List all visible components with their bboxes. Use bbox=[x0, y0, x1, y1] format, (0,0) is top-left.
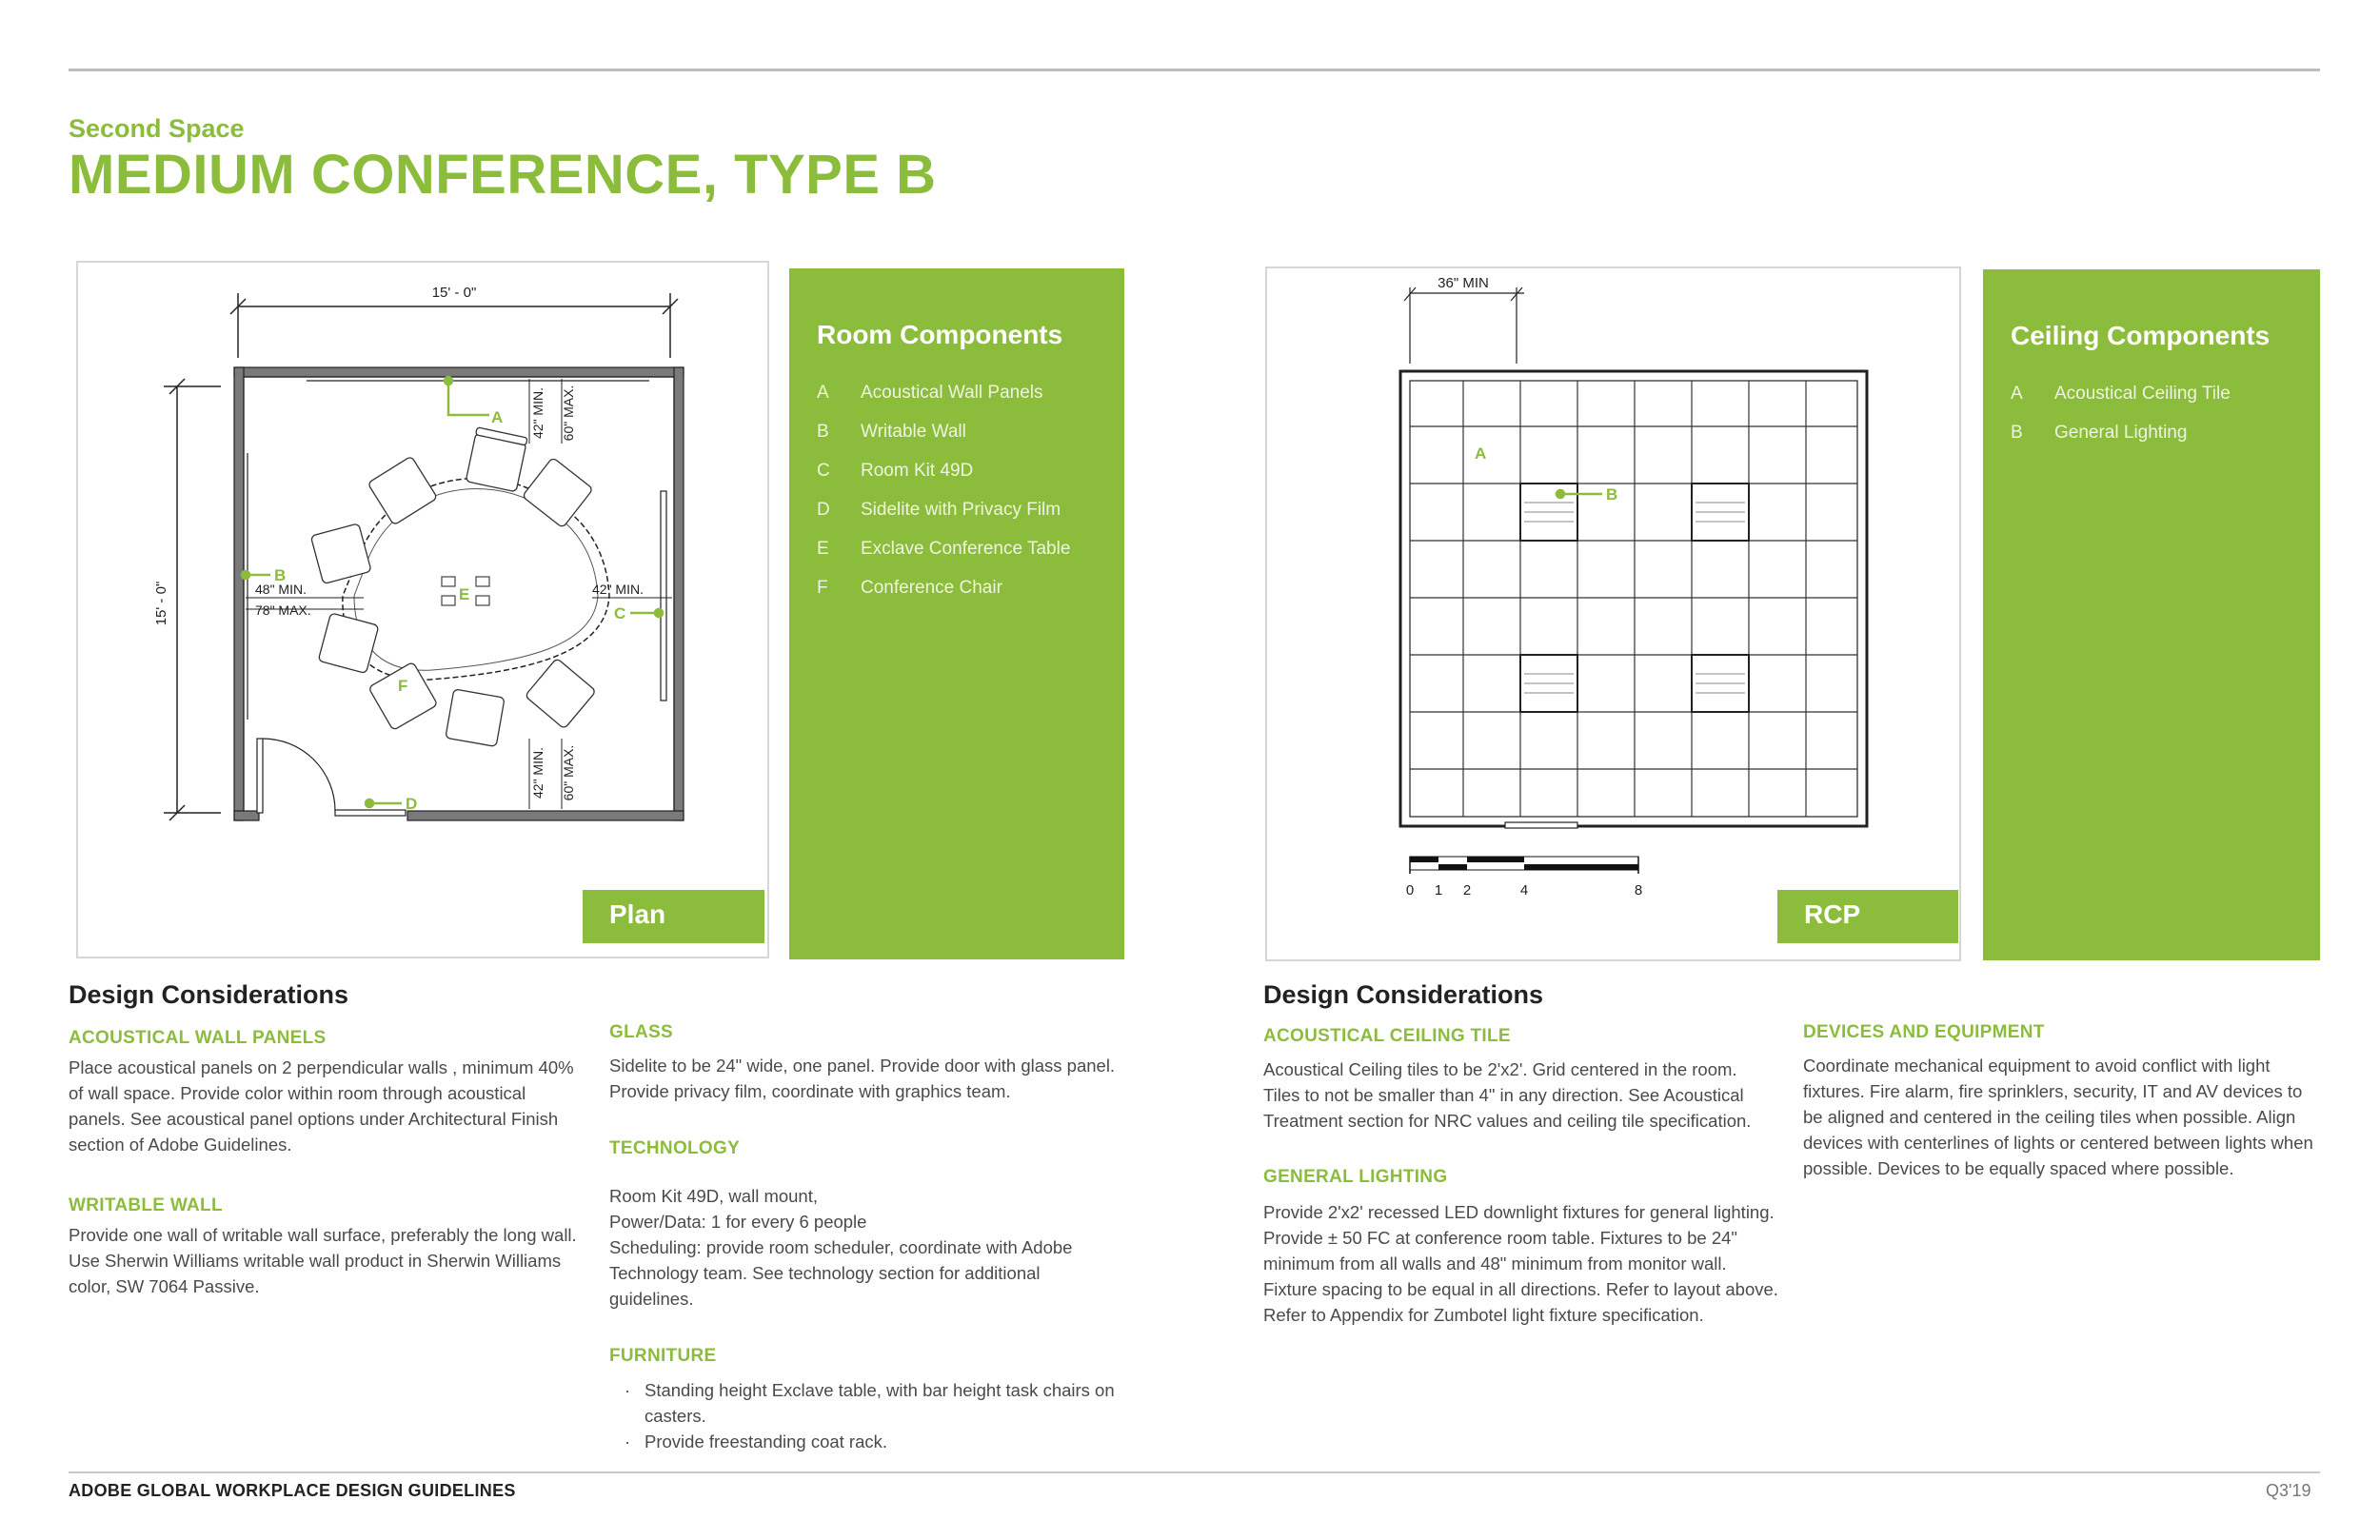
acoustical-wall-panels-heading: ACOUSTICAL WALL PANELS bbox=[69, 1028, 327, 1048]
scale-bar bbox=[1410, 857, 1638, 874]
rcp-view-label: RCP bbox=[1777, 890, 1958, 943]
scale-tick-1: 1 bbox=[1434, 882, 1443, 898]
plan-tag-a: A bbox=[491, 408, 504, 426]
ceiling-components-list bbox=[2011, 384, 2231, 462]
chair bbox=[446, 689, 505, 747]
writable-wall-text: Provide one wall of writable wall surface, preferably the long wall. Use Sherwin Williams writable wall product in Sherwin Williams color, SW 7064 Passive. bbox=[69, 1225, 577, 1296]
plan-dim-60-max-top: 60" MAX. bbox=[561, 385, 576, 442]
furniture-heading: FURNITURE bbox=[609, 1346, 717, 1366]
furniture-item: · Standing height Exclave table, with bar height task chairs on casters. bbox=[609, 1377, 1133, 1429]
plan-dim-48-min: 48" MIN. bbox=[255, 582, 307, 597]
technology-heading: TECHNOLOGY bbox=[609, 1138, 741, 1158]
room-component-item: E Exclave Conference Table bbox=[817, 539, 1071, 559]
glass-text: Sidelite to be 24" wide, one panel. Provide door with glass panel. Provide privacy film, coordinate with graphics team. bbox=[609, 1056, 1116, 1101]
devices-equipment-text: Coordinate mechanical equipment to avoid conflict with light fixtures. Fire alarm, fire sprinklers, security, IT and AV devices to be aligned and centered in the ceiling tiles when possible. Align devices with centerlines of lights or centered between lights when possible. Devices to be equally spaced where possible. bbox=[1803, 1056, 2313, 1178]
furniture-item: · Provide freestanding coat rack. bbox=[609, 1429, 1133, 1454]
room-components-list bbox=[817, 383, 1070, 617]
room-components-title: Room Components bbox=[817, 320, 1063, 349]
footer-title: ADOBE GLOBAL WORKPLACE DESIGN GUIDELINES bbox=[69, 1481, 516, 1500]
plan-tag-d: D bbox=[406, 795, 418, 813]
acoustical-ceiling-tile-text: Acoustical Ceiling tiles to be 2'x2'. Grid centered in the room. Tiles to not be smaller than 4" in any direction. See Acoustical Treatment section for NRC values and ceiling tile specification. bbox=[1263, 1059, 1752, 1131]
acoustical-ceiling-tile-heading: ACOUSTICAL CEILING TILE bbox=[1263, 1026, 1511, 1046]
ceiling-components-title: Ceiling Components bbox=[2011, 321, 2271, 350]
plan-view-label: Plan bbox=[583, 890, 764, 943]
ceiling-components-panel bbox=[1983, 269, 2320, 960]
room-component-item: F Conference Chair bbox=[817, 578, 1002, 598]
rcp-tag-b: B bbox=[1606, 485, 1618, 503]
ceiling-component-item: B General Lighting bbox=[2011, 423, 2188, 443]
plan-dim-60-max-bottom: 60" MAX. bbox=[561, 744, 576, 801]
page-subtitle: Second Space bbox=[69, 114, 245, 143]
reflected-ceiling-plan-drawing bbox=[1265, 267, 1961, 961]
plan-dim-42-min-top: 42" MIN. bbox=[530, 387, 545, 439]
footer-date: Q3'19 bbox=[2266, 1481, 2311, 1500]
writable-wall-heading: WRITABLE WALL bbox=[69, 1195, 223, 1215]
room-component-item: C Room Kit 49D bbox=[817, 461, 974, 481]
chair bbox=[525, 658, 596, 729]
plan-tag-e: E bbox=[459, 585, 470, 603]
room-components-panel bbox=[789, 268, 1124, 959]
rcp-dim-36-min: 36" MIN bbox=[1438, 275, 1489, 291]
furniture-list bbox=[609, 1377, 1133, 1454]
general-lighting-text: Provide 2'x2' recessed LED downlight fixtures for general lighting. Provide ± 50 FC at conference room table. Fixtures to be 24" minimum from all walls and 48" minimum from monitor wall. Fixture spacing to be equal in all directions. Refer to layout above. Refer to Appendix for Zumbotel light fixture specification. bbox=[1263, 1202, 1778, 1325]
floor-plan-svg bbox=[78, 263, 771, 960]
plan-tag-c: C bbox=[614, 604, 626, 622]
wall-bottom-right bbox=[407, 811, 684, 820]
scale-tick-2: 2 bbox=[1462, 882, 1472, 898]
scale-tick-8: 8 bbox=[1634, 882, 1643, 898]
left-design-considerations-heading: Design Considerations bbox=[69, 980, 349, 1009]
floor-plan-drawing bbox=[76, 261, 769, 958]
technology-text: Room Kit 49D, wall mount, Power/Data: 1 for every 6 people Scheduling: provide room scheduler, coordinate with Adobe Technology team. See technology section for additional guidelines. bbox=[609, 1186, 1073, 1309]
glass-heading: GLASS bbox=[609, 1022, 673, 1042]
room-component-item: B Writable Wall bbox=[817, 422, 966, 442]
general-lighting-heading: GENERAL LIGHTING bbox=[1263, 1167, 1448, 1187]
plan-tag-f: F bbox=[398, 677, 408, 695]
room-component-item: D Sidelite with Privacy Film bbox=[817, 500, 1061, 520]
wall-right bbox=[674, 367, 684, 820]
plan-dim-42-min-bottom: 42" MIN. bbox=[530, 747, 545, 799]
plan-height-dimension: 15' - 0" bbox=[153, 581, 169, 626]
right-design-considerations-heading: Design Considerations bbox=[1263, 980, 1544, 1009]
scale-tick-4: 4 bbox=[1519, 882, 1529, 898]
plan-width-dimension: 15' - 0" bbox=[431, 285, 477, 301]
rcp-svg bbox=[1267, 268, 1963, 963]
scale-tick-0: 0 bbox=[1405, 882, 1415, 898]
top-rule bbox=[69, 69, 2320, 71]
plan-tag-b: B bbox=[274, 566, 287, 584]
plan-dim-42-min-side: 42" MIN. bbox=[592, 582, 644, 597]
ceiling-component-item: A Acoustical Ceiling Tile bbox=[2011, 384, 2231, 404]
page-title: MEDIUM CONFERENCE, TYPE B bbox=[69, 144, 937, 206]
devices-equipment-heading: DEVICES AND EQUIPMENT bbox=[1803, 1022, 2045, 1042]
rcp-tag-a: A bbox=[1475, 444, 1487, 463]
room-component-item: A Acoustical Wall Panels bbox=[817, 383, 1043, 403]
bottom-rule bbox=[69, 1471, 2320, 1473]
wall-top bbox=[234, 367, 684, 377]
wall-bottom-left bbox=[234, 811, 259, 820]
acoustical-wall-panels-text: Place acoustical panels on 2 perpendicular walls , minimum 40% of wall space. Provide color within room through acoustical panels. See acoustical panel options under Architectural Finish section of Adobe Guidelines. bbox=[69, 1057, 574, 1155]
wall-left bbox=[234, 367, 244, 820]
plan-dim-78-max: 78" MAX. bbox=[255, 602, 311, 618]
